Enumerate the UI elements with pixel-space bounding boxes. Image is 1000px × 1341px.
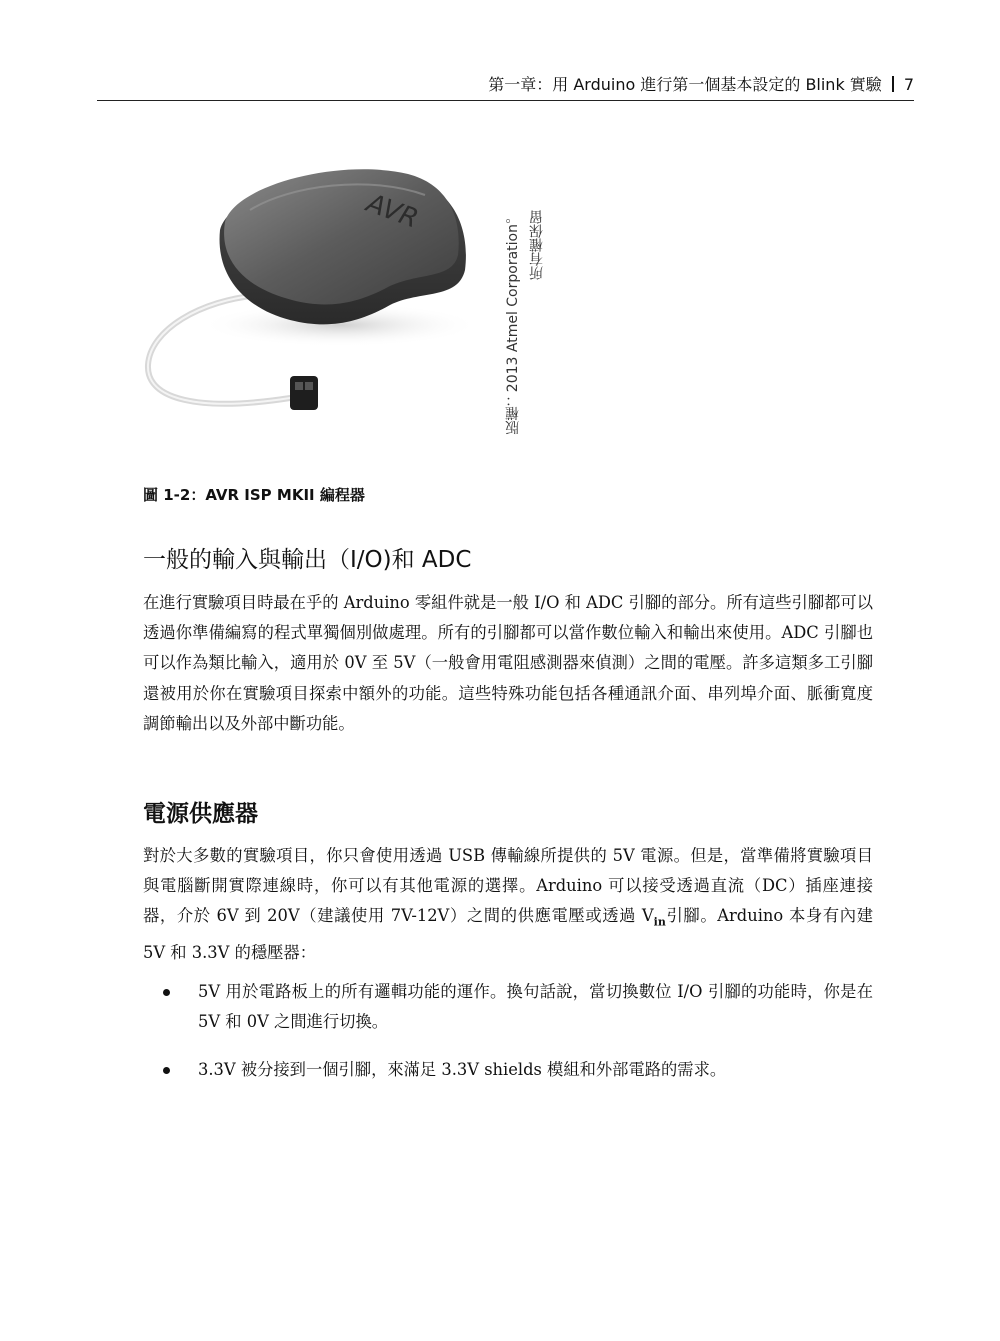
regulator-list <box>143 977 873 1104</box>
section-heading-power: 電源供應器 <box>143 801 258 827</box>
list-item <box>143 977 873 1037</box>
figure-photo <box>140 150 480 450</box>
running-title: 第一章：用 Arduino 進行第一個基本設定的 Blink 實驗 <box>488 75 882 94</box>
list-item <box>143 1055 873 1085</box>
header-separator <box>892 76 894 92</box>
copyright-line1: 版權：2013 Atmel Corporation。 <box>505 210 521 435</box>
figure-caption: 圖 1-2：AVR ISP MKII 編程器 <box>143 486 365 504</box>
section-heading-io-adc: 一般的輸入與輸出（I/O)和 ADC <box>143 547 472 573</box>
section-power-paragraph <box>143 841 873 968</box>
page-number: 7 <box>903 75 914 94</box>
power-paragraph-part1: 對於大多數的實驗項目，你只會使用透過 USB 傳輸線所提供的 5V 電源。但是，當準備將實驗項目與電腦斷開實際連線時，你可以有其他電源的選擇。Arduino 可以接受透過直流（DC）插座連接器，介於 6V 到 20V（建議使用 7V-12V）之間的供應電壓或透過 V <box>143 846 873 926</box>
section-io-adc-paragraph: 在進行實驗項目時最在乎的 Arduino 零組件就是一般 I/O 和 ADC 引腳的部分。所有這些引腳都可以透過你準備編寫的程式單獨個別做處理。所有的引腳都可以當作數位輸入和輸出來使用。ADC 引腳也可以作為類比輸入，適用於 0V 至 5V（一般會用電阻感測器來偵測）之間的電壓。許多這類多工引腳還被用於你在實驗項目探索中額外的功能。這些特殊功能包括各種通訊介面、串列埠介面、脈衝寬度調節輸出以及外部中斷功能。 <box>143 593 873 733</box>
bullet-icon <box>163 989 170 996</box>
avr-programmer-icon <box>140 150 480 450</box>
device-logo: AVR <box>362 188 423 235</box>
list-item-text: 3.3V 被分接到一個引腳，來滿足 3.3V shields 模組和外部電路的需求。 <box>198 1060 727 1080</box>
copyright-line2: 所有權保留 <box>529 210 545 280</box>
list-item-text: 5V 用於電路板上的所有邏輯功能的運作。換句話說，當切換數位 I/O 引腳的功能時，你是在 5V 和 0V 之間進行切換。 <box>198 982 873 1032</box>
running-header <box>97 74 914 101</box>
bullet-icon <box>163 1067 170 1074</box>
power-paragraph-part2: 引腳。Arduino 本身有內建 5V 和 3.3V 的穩壓器： <box>143 906 873 962</box>
vin-subscript: in <box>653 915 666 929</box>
figure-copyright <box>500 210 560 465</box>
